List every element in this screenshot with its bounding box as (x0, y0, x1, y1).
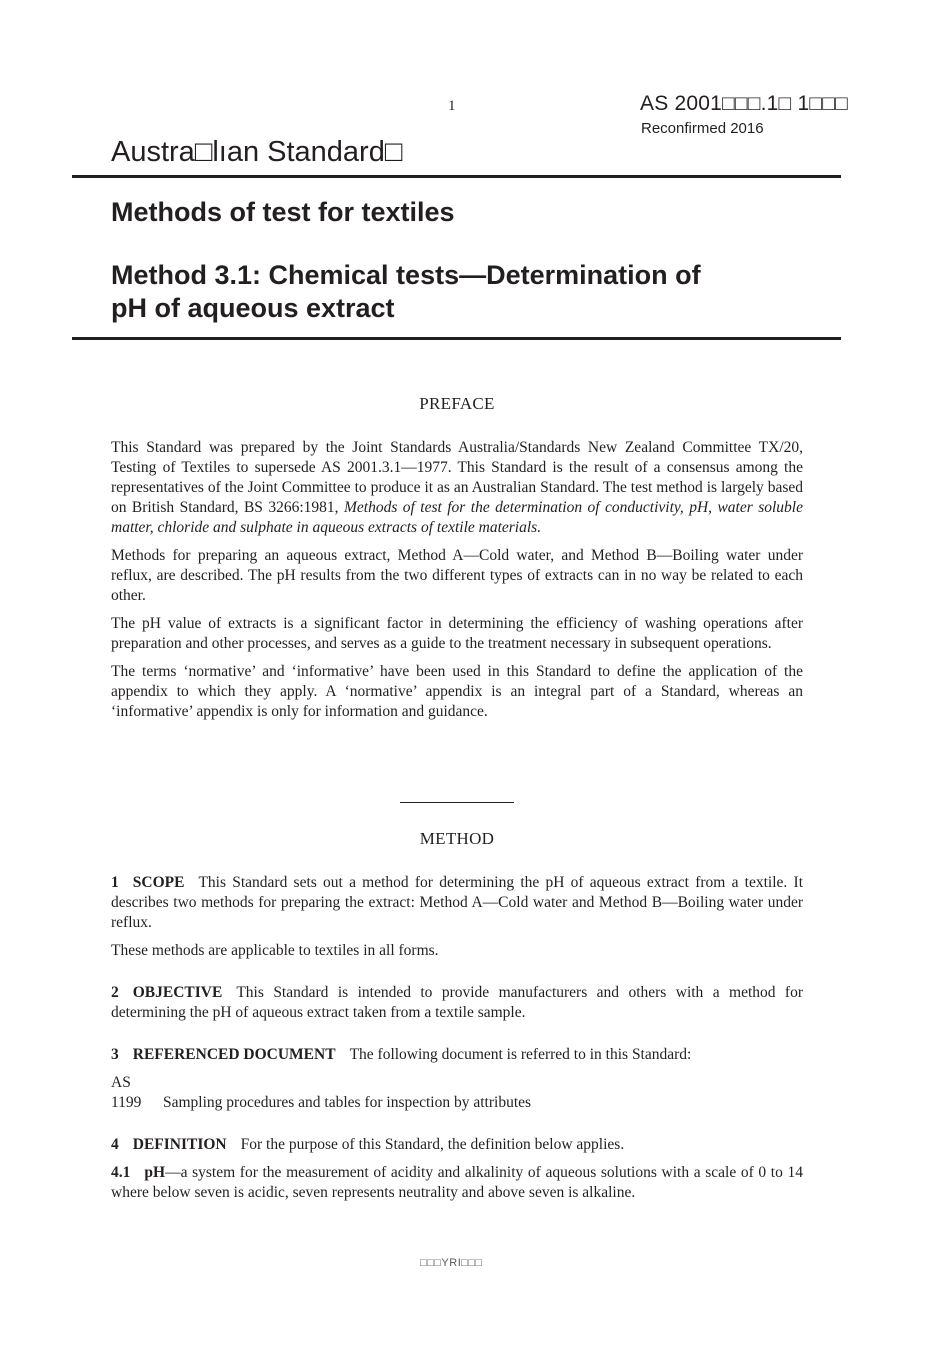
definition-ph (111, 1163, 803, 1203)
brand-title: Austra□lıan Standard□ (111, 136, 403, 168)
footer-watermark: □□□YRI□□□ (420, 1257, 483, 1269)
reference-series: AS (111, 1074, 131, 1091)
top-rule (72, 175, 841, 178)
clause-title: REFERENCED DOCUMENT (132, 1046, 336, 1063)
preface-paragraph-1 (111, 438, 803, 538)
preface-body (111, 438, 803, 730)
clause-scope-extra: These methods are applicable to textiles in all forms. (111, 942, 439, 959)
clause-referenced-document (111, 1045, 803, 1065)
clause-number: 2 (111, 984, 119, 1001)
clause-title: OBJECTIVE (132, 984, 223, 1001)
preface-paragraph-4: The terms ‘normative’ and ‘informative’ have been used in this Standard to define the application of the appendix to which they apply. A ‘normative’ appendix is an integral part of a Standard, whereas an ‘informative’ appendix is only for information and guidance. (111, 663, 803, 720)
preface-heading: PREFACE (419, 394, 495, 413)
defined-term: pH (144, 1164, 166, 1181)
method-heading: METHOD (419, 829, 495, 848)
series-title: Methods of test for textiles (111, 197, 455, 227)
standard-number: AS 2001□□□.1□ 1□□□ (640, 92, 848, 115)
clause-title: DEFINITION (132, 1136, 227, 1153)
method-title (111, 259, 811, 325)
clause-number: 4 (111, 1136, 119, 1153)
method-title-line-2: pH of aqueous extract (111, 293, 395, 323)
definition-text: —a system for the measurement of acidity and alkalinity of aqueous solutions with a scale of 0 to 14 where below seven is acidic, seven represents neutrality and above seven is alkaline. (111, 1164, 803, 1201)
reference-entry (111, 1093, 803, 1113)
section-separator (400, 802, 514, 803)
clause-objective (111, 983, 803, 1023)
preface-paragraph-1-end: . (537, 519, 542, 536)
clause-scope (111, 873, 803, 933)
clause-title: SCOPE (132, 874, 185, 891)
reference-title: Sampling procedures and tables for inspection by attributes (163, 1094, 532, 1111)
clause-definition (111, 1135, 803, 1155)
clause-text: This Standard sets out a method for determining the pH of aqueous extract from a textile. It describes two methods for preparing the extract: Method A—Cold water and Method B—Boiling water under reflux. (111, 874, 803, 931)
page-number: 1 (448, 98, 456, 114)
clause-number: 1 (111, 874, 119, 891)
clause-number: 3 (111, 1046, 119, 1063)
clause-text: The following document is referred to in this Standard: (349, 1046, 692, 1063)
preface-paragraph-2: Methods for preparing an aqueous extract, Method A—Cold water, and Method B—Boiling water under reflux, are described. The pH results from the two different types of extracts can in no way be related to each other. (111, 547, 803, 604)
preface-paragraph-1-citation: Methods of test for the determination of conductivity, pH, water soluble matter, chloride and sulphate in aqueous extracts of textile materials (111, 499, 803, 536)
subclause-number: 4.1 (111, 1164, 131, 1181)
bottom-rule (72, 337, 841, 340)
reconfirmed-date: Reconfirmed 2016 (641, 120, 764, 137)
clause-text: This Standard is intended to provide manufacturers and others with a method for determining the pH of aqueous extract taken from a textile sample. (111, 984, 803, 1021)
method-body (111, 873, 803, 1203)
method-title-line-1: Method 3.1: Chemical tests—Determination of (111, 260, 701, 290)
reference-number: 1199 (111, 1094, 142, 1111)
preface-paragraph-3: The pH value of extracts is a significant factor in determining the efficiency of washing operations after preparation and other processes, and serves as a guide to the treatment necessary in subsequent operations. (111, 615, 803, 652)
clause-text: For the purpose of this Standard, the definition below applies. (240, 1136, 625, 1153)
preface-paragraph-1-text: This Standard was prepared by the Joint Standards Australia/Standards New Zealand Committee TX/20, Testing of Textiles to supersede AS 2001.3.1—1977. This Standard is the result of a consensus among the representatives of the Joint Committee to produce it as an Australian Standard. The test method is largely based on British Standard, BS 3266:1981, (111, 439, 803, 516)
